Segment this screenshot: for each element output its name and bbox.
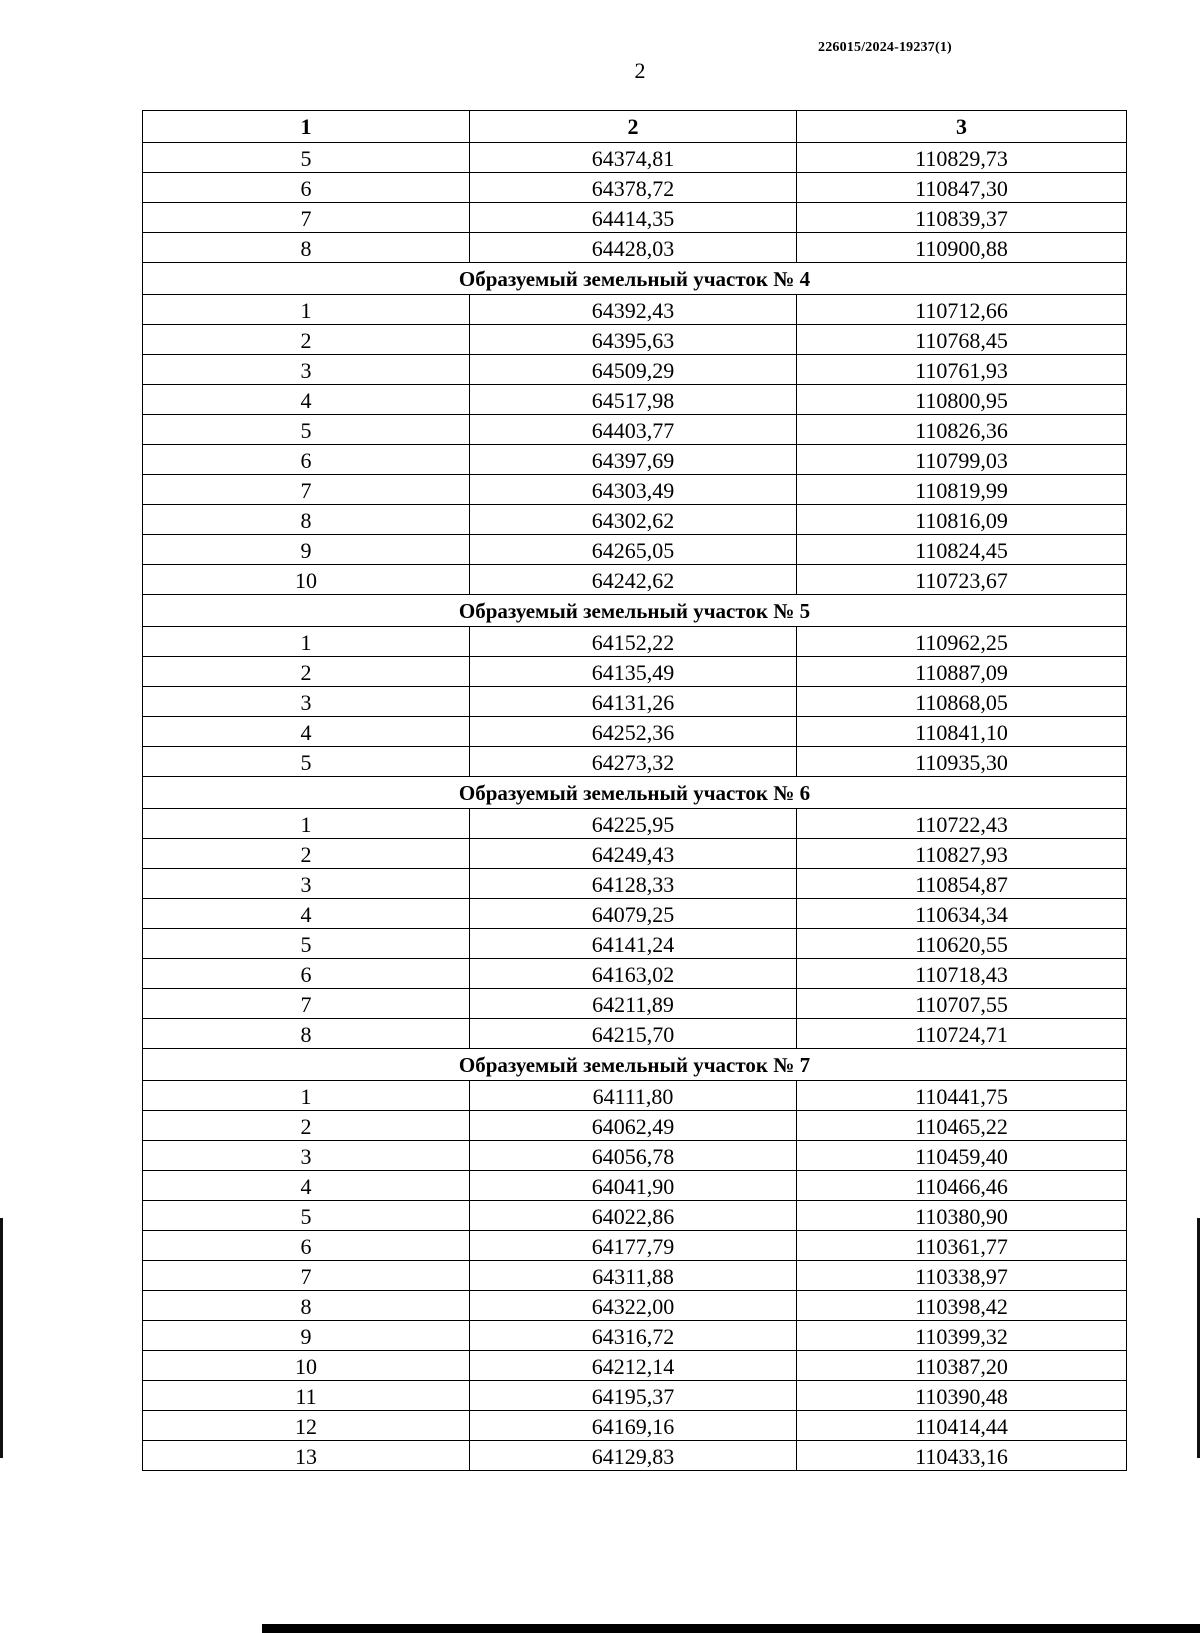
x-coordinate-cell: 64509,29 [470, 355, 797, 385]
point-number-cell: 7 [143, 475, 470, 505]
point-number-cell: 5 [143, 747, 470, 777]
point-number-cell: 13 [143, 1441, 470, 1471]
y-coordinate-cell: 110829,73 [797, 143, 1127, 173]
point-number-cell: 2 [143, 657, 470, 687]
table-row [143, 1201, 1127, 1231]
table-row [143, 475, 1127, 505]
y-coordinate-cell: 110718,43 [797, 959, 1127, 989]
y-coordinate-cell: 110441,75 [797, 1081, 1127, 1111]
y-coordinate-cell: 110465,22 [797, 1111, 1127, 1141]
y-coordinate-cell: 110723,67 [797, 565, 1127, 595]
point-number-cell: 5 [143, 1201, 470, 1231]
x-coordinate-cell: 64428,03 [470, 233, 797, 263]
y-coordinate-cell: 110459,40 [797, 1141, 1127, 1171]
x-coordinate-cell: 64215,70 [470, 1019, 797, 1049]
table-row [143, 143, 1127, 173]
x-coordinate-cell: 64403,77 [470, 415, 797, 445]
table-row [143, 1261, 1127, 1291]
table-row [143, 203, 1127, 233]
point-number-cell: 1 [143, 295, 470, 325]
point-number-cell: 7 [143, 203, 470, 233]
table-row [143, 445, 1127, 475]
x-coordinate-cell: 64397,69 [470, 445, 797, 475]
point-number-cell: 8 [143, 233, 470, 263]
table-row [143, 355, 1127, 385]
table-row [143, 505, 1127, 535]
point-number-cell: 3 [143, 355, 470, 385]
x-coordinate-cell: 64169,16 [470, 1411, 797, 1441]
table-row [143, 657, 1127, 687]
y-coordinate-cell: 110634,34 [797, 899, 1127, 929]
x-coordinate-cell: 64242,62 [470, 565, 797, 595]
x-coordinate-cell: 64135,49 [470, 657, 797, 687]
y-coordinate-cell: 110819,99 [797, 475, 1127, 505]
x-coordinate-cell: 64252,36 [470, 717, 797, 747]
y-coordinate-cell: 110724,71 [797, 1019, 1127, 1049]
x-coordinate-cell: 64111,80 [470, 1081, 797, 1111]
point-number-cell: 2 [143, 325, 470, 355]
y-coordinate-cell: 110816,09 [797, 505, 1127, 535]
table-row [143, 1441, 1127, 1471]
document-registration-number: 226015/2024-19237(1) [818, 40, 952, 55]
x-coordinate-cell: 64265,05 [470, 535, 797, 565]
table-row [143, 1081, 1127, 1111]
section-header-row [143, 263, 1127, 295]
point-number-cell: 6 [143, 445, 470, 475]
x-coordinate-cell: 64302,62 [470, 505, 797, 535]
y-coordinate-cell: 110841,10 [797, 717, 1127, 747]
point-number-cell: 12 [143, 1411, 470, 1441]
table-row [143, 1381, 1127, 1411]
point-number-cell: 4 [143, 1171, 470, 1201]
y-coordinate-cell: 110338,97 [797, 1261, 1127, 1291]
x-coordinate-cell: 64273,32 [470, 747, 797, 777]
table-row [143, 1321, 1127, 1351]
table-row [143, 233, 1127, 263]
x-coordinate-cell: 64374,81 [470, 143, 797, 173]
y-coordinate-cell: 110380,90 [797, 1201, 1127, 1231]
y-coordinate-cell: 110868,05 [797, 687, 1127, 717]
point-number-cell: 5 [143, 415, 470, 445]
section-title: Образуемый земельный участок № 6 [143, 777, 1127, 809]
table-row [143, 415, 1127, 445]
table-row [143, 899, 1127, 929]
table-row [143, 173, 1127, 203]
x-coordinate-cell: 64163,02 [470, 959, 797, 989]
scan-bottom-edge [262, 1624, 1200, 1633]
y-coordinate-cell: 110414,44 [797, 1411, 1127, 1441]
table-row [143, 1171, 1127, 1201]
x-coordinate-cell: 64131,26 [470, 687, 797, 717]
x-coordinate-cell: 64322,00 [470, 1291, 797, 1321]
point-number-cell: 3 [143, 687, 470, 717]
x-coordinate-cell: 64129,83 [470, 1441, 797, 1471]
point-number-cell: 1 [143, 627, 470, 657]
point-number-cell: 5 [143, 929, 470, 959]
section-header-row [143, 777, 1127, 809]
x-coordinate-cell: 64177,79 [470, 1231, 797, 1261]
y-coordinate-cell: 110839,37 [797, 203, 1127, 233]
point-number-cell: 7 [143, 989, 470, 1019]
table-row [143, 1291, 1127, 1321]
x-coordinate-cell: 64079,25 [470, 899, 797, 929]
section-title: Образуемый земельный участок № 4 [143, 263, 1127, 295]
page-number: 2 [634, 58, 646, 83]
y-coordinate-cell: 110399,32 [797, 1321, 1127, 1351]
table-row [143, 717, 1127, 747]
point-number-cell: 3 [143, 1141, 470, 1171]
y-coordinate-cell: 110361,77 [797, 1231, 1127, 1261]
table-row [143, 839, 1127, 869]
table-row [143, 627, 1127, 657]
point-number-cell: 3 [143, 869, 470, 899]
x-coordinate-cell: 64303,49 [470, 475, 797, 505]
x-coordinate-cell: 64041,90 [470, 1171, 797, 1201]
y-coordinate-cell: 110761,93 [797, 355, 1127, 385]
y-coordinate-cell: 110707,55 [797, 989, 1127, 1019]
x-coordinate-cell: 64311,88 [470, 1261, 797, 1291]
table-row [143, 385, 1127, 415]
point-number-cell: 6 [143, 959, 470, 989]
x-coordinate-cell: 64414,35 [470, 203, 797, 233]
y-coordinate-cell: 110390,48 [797, 1381, 1127, 1411]
table-row [143, 1141, 1127, 1171]
x-coordinate-cell: 64316,72 [470, 1321, 797, 1351]
x-coordinate-cell: 64212,14 [470, 1351, 797, 1381]
table-row [143, 989, 1127, 1019]
point-number-cell: 6 [143, 173, 470, 203]
y-coordinate-cell: 110387,20 [797, 1351, 1127, 1381]
table-row [143, 959, 1127, 989]
y-coordinate-cell: 110900,88 [797, 233, 1127, 263]
scan-left-edge-mark [0, 1218, 3, 1458]
x-coordinate-cell: 64225,95 [470, 809, 797, 839]
table-row [143, 565, 1127, 595]
x-coordinate-cell: 64022,86 [470, 1201, 797, 1231]
y-coordinate-cell: 110800,95 [797, 385, 1127, 415]
y-coordinate-cell: 110935,30 [797, 747, 1127, 777]
y-coordinate-cell: 110962,25 [797, 627, 1127, 657]
y-coordinate-cell: 110712,66 [797, 295, 1127, 325]
x-coordinate-cell: 64395,63 [470, 325, 797, 355]
point-number-cell: 1 [143, 1081, 470, 1111]
point-number-cell: 10 [143, 565, 470, 595]
section-title: Образуемый земельный участок № 7 [143, 1049, 1127, 1081]
x-coordinate-cell: 64517,98 [470, 385, 797, 415]
table-row [143, 295, 1127, 325]
point-number-cell: 6 [143, 1231, 470, 1261]
y-coordinate-cell: 110847,30 [797, 173, 1127, 203]
point-number-cell: 8 [143, 505, 470, 535]
point-number-cell: 9 [143, 535, 470, 565]
table-row [143, 929, 1127, 959]
table-row [143, 325, 1127, 355]
x-coordinate-cell: 64378,72 [470, 173, 797, 203]
point-number-cell: 4 [143, 899, 470, 929]
table-row [143, 535, 1127, 565]
point-number-cell: 9 [143, 1321, 470, 1351]
x-coordinate-cell: 64056,78 [470, 1141, 797, 1171]
y-coordinate-cell: 110826,36 [797, 415, 1127, 445]
table-row [143, 747, 1127, 777]
x-coordinate-cell: 64062,49 [470, 1111, 797, 1141]
table-row [143, 869, 1127, 899]
column-header-point-number: 1 [143, 111, 470, 143]
x-coordinate-cell: 64392,43 [470, 295, 797, 325]
section-header-row [143, 595, 1127, 627]
y-coordinate-cell: 110768,45 [797, 325, 1127, 355]
point-number-cell: 7 [143, 1261, 470, 1291]
y-coordinate-cell: 110827,93 [797, 839, 1127, 869]
x-coordinate-cell: 64152,22 [470, 627, 797, 657]
y-coordinate-cell: 110799,03 [797, 445, 1127, 475]
x-coordinate-cell: 64211,89 [470, 989, 797, 1019]
table-row [143, 809, 1127, 839]
x-coordinate-cell: 64195,37 [470, 1381, 797, 1411]
point-number-cell: 1 [143, 809, 470, 839]
table-row [143, 687, 1127, 717]
y-coordinate-cell: 110824,45 [797, 535, 1127, 565]
y-coordinate-cell: 110722,43 [797, 809, 1127, 839]
y-coordinate-cell: 110466,46 [797, 1171, 1127, 1201]
y-coordinate-cell: 110620,55 [797, 929, 1127, 959]
coordinates-table [142, 110, 1127, 1471]
coordinates-table-body [143, 111, 1127, 1471]
y-coordinate-cell: 110887,09 [797, 657, 1127, 687]
x-coordinate-cell: 64249,43 [470, 839, 797, 869]
point-number-cell: 2 [143, 1111, 470, 1141]
section-header-row [143, 1049, 1127, 1081]
point-number-cell: 4 [143, 717, 470, 747]
column-header-y: 3 [797, 111, 1127, 143]
table-row [143, 1231, 1127, 1261]
table-row [143, 1111, 1127, 1141]
section-title: Образуемый земельный участок № 5 [143, 595, 1127, 627]
column-header-x: 2 [470, 111, 797, 143]
point-number-cell: 4 [143, 385, 470, 415]
table-row [143, 1411, 1127, 1441]
y-coordinate-cell: 110433,16 [797, 1441, 1127, 1471]
point-number-cell: 11 [143, 1381, 470, 1411]
x-coordinate-cell: 64141,24 [470, 929, 797, 959]
x-coordinate-cell: 64128,33 [470, 869, 797, 899]
table-row [143, 1019, 1127, 1049]
y-coordinate-cell: 110398,42 [797, 1291, 1127, 1321]
point-number-cell: 8 [143, 1291, 470, 1321]
point-number-cell: 10 [143, 1351, 470, 1381]
table-row [143, 1351, 1127, 1381]
y-coordinate-cell: 110854,87 [797, 869, 1127, 899]
point-number-cell: 2 [143, 839, 470, 869]
point-number-cell: 8 [143, 1019, 470, 1049]
point-number-cell: 5 [143, 143, 470, 173]
table-header-row [143, 111, 1127, 143]
